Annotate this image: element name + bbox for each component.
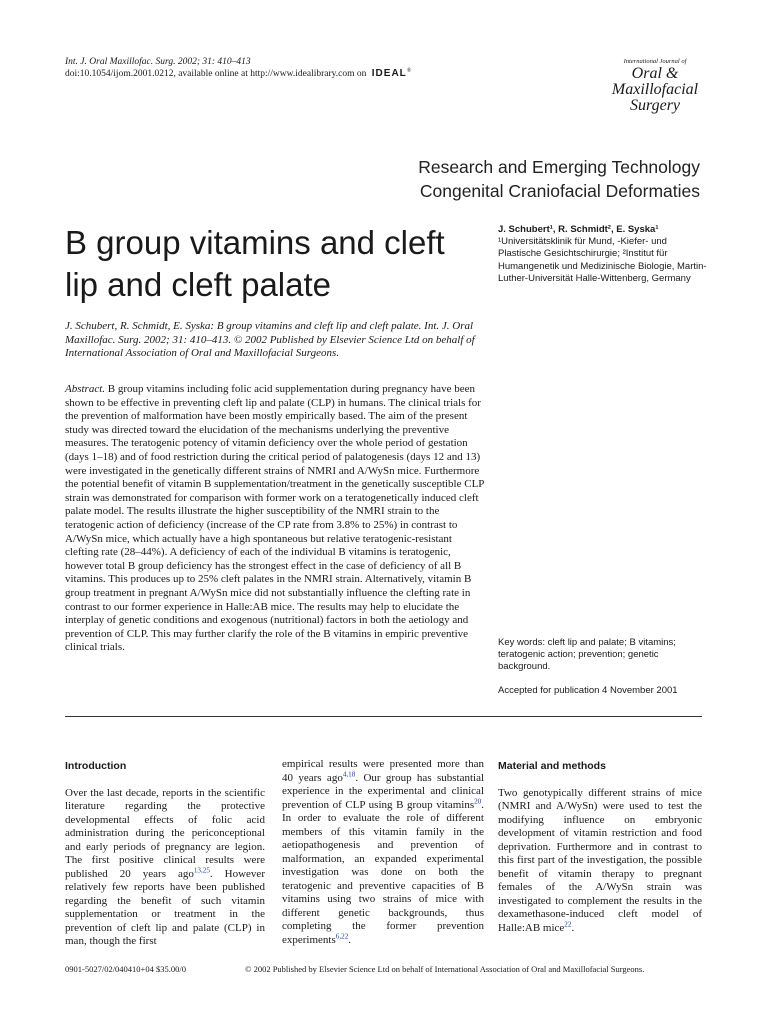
authors-block — [498, 224, 708, 285]
journal-logo-line3: Maxillofacial — [611, 81, 699, 98]
section-divider — [65, 716, 702, 717]
col2-text-a: empirical results were presented more than 40 years ago — [282, 758, 484, 784]
citation-link[interactable]: 20 — [474, 796, 482, 805]
intro-column — [65, 760, 265, 949]
citation-link[interactable]: 4,18 — [342, 769, 356, 778]
intro-text-1: Over the last decade, reports in the scientific literature regarding the protective developmental effects of folic acid administration during the periconceptional and early periods of pregnancy are legion. The first positive clinical results were published 20 years ago — [65, 786, 265, 880]
col2-text-b: . Our group has substantial experience in the experimental and clinical prevention of CLP using B group vitamins — [282, 771, 485, 811]
journal-reference: Int. J. Oral Maxillofac. Surg. 2002; 31: 410–413 — [65, 57, 251, 67]
section-line1: Research and Emerging Technology — [418, 157, 700, 177]
footer-id: 0901-5027/02/040410+04 $35.00/0 — [65, 964, 186, 974]
abstract — [65, 383, 485, 655]
methods-text-a: Two genotypically different strains of mice (NMRI and A/WySn) were used to test the modifying influence on embryonic development of vitamin restriction and food deprivation. Furthermore and in contrast to this first part of the investigation, the possible benefit of vitamin therapy to pregnant females of the A/WySn strain was investigated to complement the results in the dexamethasone-induced cleft model of Halle:AB mice — [498, 786, 702, 934]
intro-heading: Introduction — [65, 760, 127, 772]
methods-column — [498, 760, 702, 935]
author-affiliation: ¹Universitätsklinik für Mund, -Kiefer- und Plastische Gesichtschirurgie; ²Institut für Humangenetik und Medizinische Biologie, Martin-Luther-Universität Halle-Wittenberg, Germany — [498, 236, 707, 284]
journal-logo-line4: Surgery — [629, 97, 681, 114]
methods-heading: Material and methods — [498, 760, 606, 772]
keywords: Key words: cleft lip and palate; B vitamins; teratogenic action; prevention; genetic background. — [498, 637, 676, 673]
citation-link[interactable]: 6,22 — [335, 931, 349, 940]
citation-link[interactable]: 13,25 — [193, 865, 210, 874]
registered-mark: ® — [406, 67, 412, 74]
ideal-logo: IDEAL — [371, 68, 407, 79]
intro-continued-column — [282, 758, 484, 947]
doi-line — [65, 68, 411, 80]
journal-logo — [600, 58, 710, 114]
section-line2: Congenital Craniofacial Deformaties — [419, 181, 700, 201]
col2-text-c: . In order to evaluate the role of different members of this vitamin family in the aetiopathogenesis and prevention of malformation, an expanded experimental investigation was done on both the teratogenic and preventive capacities of B vitamins using two strains of mice with different genetic backgrounds, thus completing the former prevention experiments — [282, 798, 484, 946]
citation-link[interactable]: 22 — [564, 919, 572, 928]
section-header — [418, 155, 700, 203]
doi-text: doi:10.1054/ijom.2001.0212, available online at http://www.idealibrary.com on — [65, 69, 367, 79]
journal-logo-line1: International Journal of — [623, 58, 687, 65]
abstract-lead: Abstract. — [65, 383, 106, 395]
intro-text-2: . However relatively few reports have been published regarding the benefit of such vitamin supplementation or treatment in the prevention of cleft lip and palate (CLP) in man, though the first — [65, 867, 265, 947]
author-names: J. Schubert¹, R. Schmidt², E. Syska¹ — [498, 224, 659, 235]
citation: J. Schubert, R. Schmidt, E. Syska: B group vitamins and cleft lip and cleft palate. Int. J. Oral Maxillofac. Surg. 2002; 31: 410–413. © 2002 Published by Elsevier Science Ltd on behalf of International Association of Oral and Maxillofacial Surgeons. — [65, 320, 475, 360]
abstract-text: B group vitamins including folic acid supplementation during pregnancy have been shown to be effective in preventing cleft lip and palate (CLP) in humans. The clinical trials for the prevention of malformation have been mostly empirically based. The aim of the present study was directed toward the elucidation of the mechanisms underlying the preventive measures. The teratogenic potency of vitamin deficiency over the whole period of gestation (days 1–18) and of food restriction during the critical period of palatogenesis (days 12 and 13) were investigated in the genetically different strains of NMRI and A/WySn mice. Furthermore the potential benefit of vitamin B supplementation/treatment in the genetically susceptible CLP strain was demonstrated for comparison with former work on a teratogenetically induced cleft palate model. The results illustrate the higher susceptibility of the NMRI strain to the teratogenic action of deficiency (increase of the CP rate from 3.8% to 25%) in contrast to A/WySn mice, which actually have a high spontaneous but relative teratogenic-resistant clefting rate (28–44%). A deficiency of each of the individual B vitamins is teratogenic, however total B group deficiency has the strongest effect in the case of deficiency of all B vitamins. This produces up to 25% cleft palates in the NMRI strain. Alternatively, vitamin B group treatment in pregnant A/WySn mice did not substantially influence the clefting rate in contrast to our former experience in Halle:AB mice. The results may help to elucidate the interplay of genetic conditions and exogenous (nutritional) factors in both the aetiology and prevention of CLP. This may further clarify the role of the B vitamins in empiric preventive clinical trials. — [65, 383, 485, 654]
methods-text-b: . — [571, 921, 575, 934]
journal-logo-line2: Oral & — [631, 65, 679, 82]
accepted-date: Accepted for publication 4 November 2001 — [498, 685, 678, 696]
col2-text-d: . — [348, 933, 352, 946]
footer-copyright: © 2002 Published by Elsevier Science Ltd on behalf of International Association of Oral and Maxillofacial Surgeons. — [245, 964, 645, 974]
article-title: B group vitamins and cleft lip and cleft palate — [65, 224, 445, 303]
